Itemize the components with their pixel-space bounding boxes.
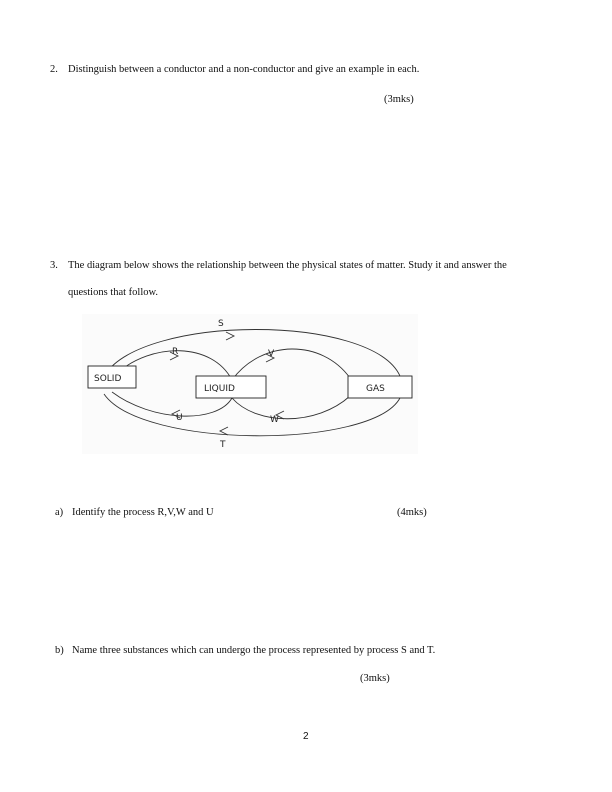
process-t-label: T [220,440,226,450]
process-r-label: R [172,347,179,357]
process-s-label: S [218,319,224,329]
question-3-text-line1: The diagram below shows the relationship between the physical states of matter. Study it and answer the [68,260,507,271]
question-2-marks: (3mks) [384,94,414,105]
process-w-label: W [270,415,279,425]
part-a-label: a) [55,507,64,518]
part-b-marks: (3mks) [360,673,390,684]
question-3-text-line2: questions that follow. [68,287,159,298]
question-2-text: Distinguish between a conductor and a non-conductor and give an example in each. [68,64,420,75]
liquid-label: LIQUID [204,384,235,394]
part-a-marks: (4mks) [397,507,427,518]
solid-label: SOLID [94,374,122,384]
page-number: 2 [303,731,309,742]
question-2-number: 2. [50,64,58,75]
part-a-text: Identify the process R,V,W and U [72,507,214,518]
part-b-text: Name three substances which can undergo the process represented by process S and T. [72,645,436,656]
process-v-label: V [268,349,275,359]
part-b-label: b) [55,645,64,656]
question-3-number: 3. [50,260,58,271]
gas-label: GAS [366,384,385,394]
states-of-matter-diagram [82,314,418,454]
process-u-label: U [176,413,183,423]
